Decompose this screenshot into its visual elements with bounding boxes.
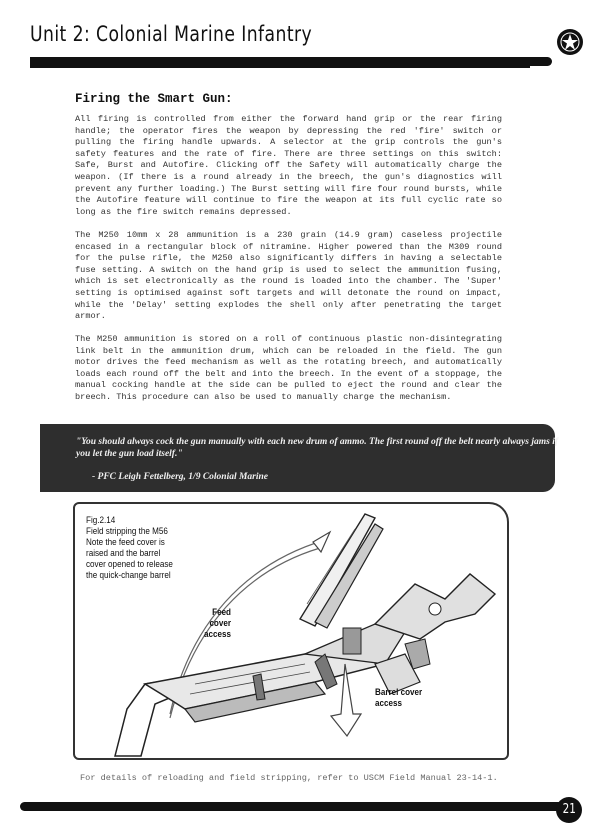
caption-line: the quick-change barrel — [86, 570, 171, 580]
paragraph-ammo-storage: The M250 ammunition is stored on a roll of continuous plastic non-disintegrating link belt in the ammunition drum, which can be reloaded in the field. The gun motor drives the feed mechanism as well as the rotating breech, and automatically loads each round off the belt and into the breech. In the event of a stoppage, the manual cocking handle at the side can be pulled to eject the round and clear the breech. This procedure can also be used to manually charge the mechanism. — [75, 334, 502, 402]
header-rule — [30, 57, 552, 66]
footer-rule — [20, 802, 565, 811]
feed-cover-label — [180, 607, 231, 640]
barrel-label-line: Barrel cover — [375, 687, 423, 698]
caption-line: Fig.2.14 — [86, 515, 116, 525]
barrel-cover-label — [375, 687, 443, 709]
caption-line: raised and the barrel — [86, 548, 161, 558]
feed-label-line: cover — [209, 618, 231, 629]
caption-line: Note the feed cover is — [86, 537, 165, 547]
feed-label-line: access — [204, 629, 231, 640]
page-number-badge — [556, 797, 582, 823]
quote-box — [40, 424, 558, 492]
caption-line: cover opened to release — [86, 559, 173, 569]
page-header-title: Unit 2: Colonial Marine Infantry — [30, 22, 313, 46]
usmc-emblem-icon — [557, 29, 583, 55]
barrel-label-line: access — [375, 698, 402, 709]
footer-reference-note: For details of reloading and field stripping, refer to USCM Field Manual 23-14-1. — [80, 773, 498, 783]
header-rule-thin — [30, 66, 530, 68]
section-title: Firing the Smart Gun: — [75, 92, 233, 106]
page-number: 21 — [562, 802, 576, 817]
quote-attribution: - PFC Leigh Fettelberg, 1/9 Colonial Marine — [92, 472, 269, 482]
paragraph-firing: All firing is controlled from either the forward hand grip or the rear firing handle; the operator fires the weapon by depressing the red 'fire' switch or pulling the firing handle upwards. A selector at the grip controls the gun's safety features and the rate of fire. There are three settings on this switch: Safe, Burst and Autofire. Clicking off the Safety will automatically charge the weapon. (If there is a round already in the breech, the gun's diagnostics will prevent any further loading.) The Burst setting will fire four round bursts, while the Autofire feature will continue to fire the weapon at its full cyclic rate so long as the fire switch remains depressed. — [75, 114, 502, 217]
paragraph-ammunition: The M250 10mm x 28 ammunition is a 230 grain (14.9 gram) caseless projectile encased in a rectangular block of nitramine. Higher powered than the M309 round for the pulse rifle, the M250 also significantly differs in having a selectable fuse setting. A switch on the hand grip is used to select the ammunition fusing, which is set electronically as the round is loaded into the chamber. The 'Super' setting is optimised against soft targets and will detonate the round on impact, while the 'Delay' setting explodes the shell only after penetrating the target armor. — [75, 230, 502, 322]
feed-label-line: Feed — [212, 607, 231, 618]
figure-frame — [73, 502, 509, 760]
figure-caption — [86, 515, 212, 581]
quote-text: "You should always cock the gun manually with each new drum of ammo. The first round off the belt nearly always jams if you let the gun load itself." — [76, 437, 558, 459]
caption-line: Field stripping the M56 — [86, 526, 168, 536]
